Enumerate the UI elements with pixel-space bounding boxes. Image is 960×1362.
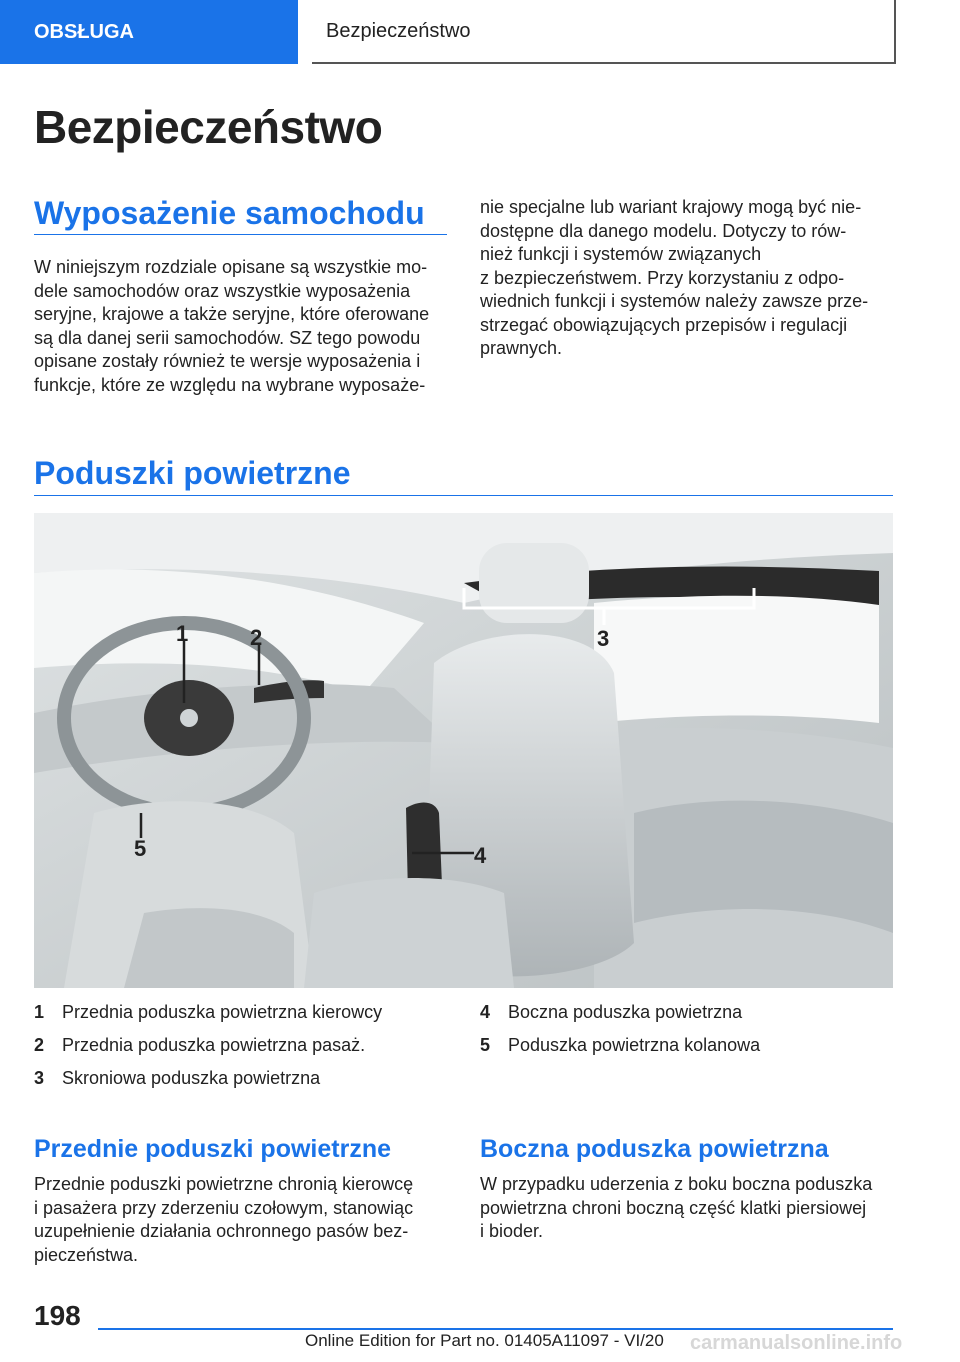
legend-number: 4 — [480, 1002, 491, 1022]
text-line: W przypadku uderzenia z boku boczna poduszka — [480, 1174, 873, 1194]
equipment-text-col1 — [34, 256, 429, 397]
airbags-heading: Poduszki powietrzne — [34, 455, 351, 491]
equipment-text-col2 — [480, 196, 868, 361]
legend-number: 5 — [480, 1035, 491, 1055]
callout-3: 3 — [597, 626, 610, 651]
text-line: i pasażera przy zderzeniu czołowym, stanowiąc — [34, 1197, 414, 1218]
airbags-heading-rule — [34, 495, 893, 496]
text-line: z bezpieczeństwem. Przy korzystaniu z odpo‐ — [480, 267, 845, 288]
watermark: carmanualsonline.info — [690, 1332, 903, 1354]
footer-rule — [98, 1328, 893, 1330]
equipment-heading: Wyposażenie samochodu — [34, 195, 425, 231]
front-airbags-text — [34, 1173, 413, 1267]
footer-edition: Online Edition for Part no. 01405A11097 - VI/20 — [305, 1331, 664, 1350]
page-title: Bezpieczeństwo — [34, 101, 383, 153]
callout-2: 2 — [250, 625, 263, 650]
text-line: wiednich funkcji i systemów należy zawsze prze‐ — [480, 291, 869, 311]
text-line: są dla danej serii samochodów. SZ tego powodu — [34, 327, 421, 348]
section-tab-label: OBSŁUGA — [34, 20, 134, 43]
breadcrumb-label: Bezpieczeństwo — [326, 19, 471, 42]
car-interior-illustration — [34, 513, 893, 988]
equipment-heading-rule — [34, 234, 447, 235]
text-line: prawnych. — [480, 338, 563, 358]
text-line: Przednie poduszki powietrzne chronią kierowcę — [34, 1174, 414, 1194]
text-line: seryjne, krajowe a także seryjne, które oferowane — [34, 304, 430, 324]
legend-text: Przednia poduszka powietrzna pasaż. — [62, 1035, 366, 1055]
legend-text: Przednia poduszka powietrzna kierowcy — [62, 1002, 383, 1022]
front-airbags-heading: Przednie poduszki powietrzne — [34, 1135, 391, 1163]
legend-item — [480, 1002, 760, 1035]
airbag-legend-left — [34, 1002, 382, 1101]
legend-item — [34, 1068, 382, 1101]
text-line: dostępne dla danego modelu. Dotyczy to rów‐ — [480, 220, 847, 241]
legend-item — [34, 1035, 382, 1068]
text-line: opisane zostały również te wersje wyposażenia i — [34, 351, 421, 371]
callout-1: 1 — [176, 621, 189, 646]
text-line: i bioder. — [480, 1221, 544, 1241]
text-line: nież funkcji i systemów związanych — [480, 244, 762, 264]
text-line: uzupełnienie działania ochronnego pasów bez‐ — [34, 1221, 409, 1241]
side-airbag-text — [480, 1173, 872, 1244]
legend-text: Poduszka powietrzna kolanowa — [508, 1035, 761, 1055]
legend-item — [480, 1035, 760, 1068]
legend-item — [34, 1002, 382, 1035]
callout-5: 5 — [134, 836, 147, 861]
section-tab — [0, 0, 298, 64]
legend-number: 1 — [34, 1002, 45, 1022]
airbag-legend-right — [480, 1002, 760, 1068]
page-number: 198 — [34, 1300, 81, 1331]
text-line: nie specjalne lub wariant krajowy mogą być nie‐ — [480, 197, 862, 217]
breadcrumb — [312, 0, 896, 64]
legend-number: 2 — [34, 1035, 45, 1055]
legend-text: Skroniowa poduszka powietrzna — [62, 1068, 321, 1088]
text-line: funkcje, które ze względu na wybrane wyposaże‐ — [34, 374, 426, 395]
legend-number: 3 — [34, 1068, 45, 1088]
text-line: powietrzna chroni boczną część klatki piersiowej — [480, 1197, 867, 1218]
text-line: pieczeństwa. — [34, 1244, 139, 1265]
car-interior-figure — [34, 513, 893, 988]
text-line: strzegać obowiązujących przepisów i regulacji — [480, 314, 848, 335]
text-line: dele samochodów oraz wszystkie wyposażenia — [34, 280, 411, 301]
side-airbag-heading: Boczna poduszka powietrzna — [480, 1135, 829, 1163]
text-line: W niniejszym rozdziale opisane są wszystkie mo‐ — [34, 257, 428, 277]
callout-4: 4 — [474, 843, 487, 868]
legend-text: Boczna poduszka powietrzna — [508, 1002, 743, 1022]
